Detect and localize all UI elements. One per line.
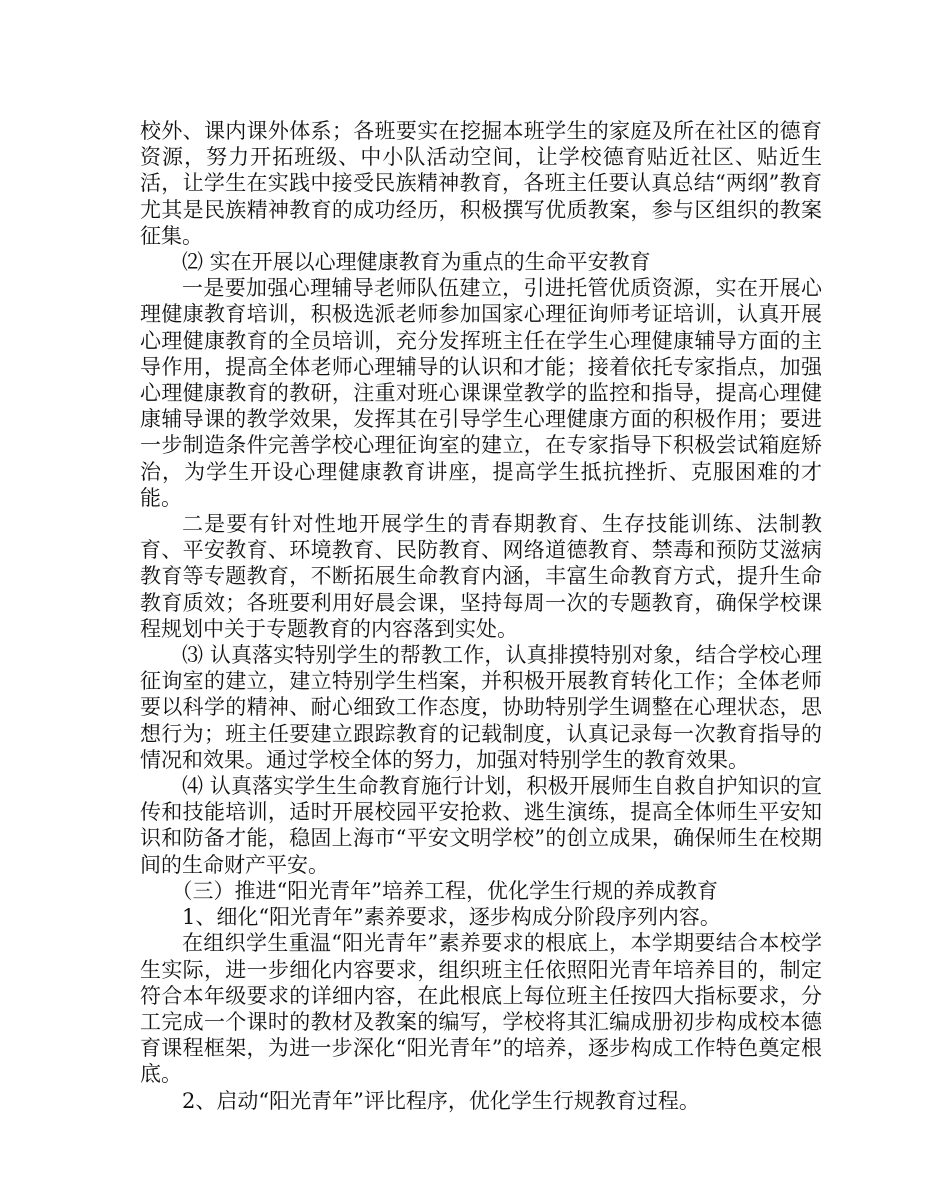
document-body	[140, 118, 822, 1114]
section-heading-sunshine-youth: （三）推进“阳光青年”培养工程，优化学生行规的养成教育	[171, 878, 718, 903]
subheading-refine-requirements: 1、细化“阳光青年”素养要求，逐步构成分阶段序列内容。	[182, 905, 721, 930]
paragraph-counseling-team: 一是要加强心理辅导老师队伍建立，引进托管优质资源，实在开展心理健康教育培训，积极选派老师参加国家心理征询师考证培训，认真开展心理健康教育的全员培训，充分发挥班主任在学生心理健康辅导方面的主导作用，提高全体老师心理辅导的认识和才能；接着依托专家指点，加强心理健康教育的教研，注重对班心课课堂教学的监控和指导，提高心理健康辅导课的教学效果，发挥其在引导学生心理健康方面的积极作用；要进一步制造条件完善学校心理征询室的建立，在专家指导下积极尝试箱庭矫治，为学生开设心理健康教育讲座，提高学生抵抗挫折、克服困难的才能。	[140, 276, 822, 510]
paragraph-continued: 校外、课内课外体系；各班要实在挖掘本班学生的家庭及所在社区的德育资源，努力开拓班级、中小队活动空间，让学校德育贴近社区、贴近生活，让学生在实践中接受民族精神教育，各班主任要认真总结“两纲”教育尤其是民族精神教育的成功经历，积极撰写优质教案，参与区组织的教案征集。	[140, 119, 822, 248]
paragraph-life-education-plan: ⑷ 认真落实学生生命教育施行计划，积极开展师生自救自护知识的宣传和技能培训，适时开展校园平安抢救、逃生演练，提高全体师生平安知识和防备才能，稳固上海市“平安文明学校”的创立成果，确保师生在校期间的生命财产平安。	[140, 774, 822, 877]
paragraph-topic-education: 二是要有针对性地开展学生的青春期教育、生存技能训练、法制教育、平安教育、环境教育、民防教育、网络道德教育、禁毒和预防艾滋病教育等专题教育，不断拓展生命教育内涵，丰富生命教育方式，提升生命教育质效；各班要利用好晨会课，坚持每周一次的专题教育，确保学校课程规划中关于专题教育的内容落到实处。	[140, 512, 822, 641]
subheading-evaluation-process: 2、启动“阳光青年”评比程序，优化学生行规教育过程。	[182, 1088, 700, 1113]
subheading-life-safety-education: ⑵ 实在开展以心理健康教育为重点的生命平安教育	[182, 250, 651, 275]
paragraph-curriculum-framework: 在组织学生重温“阳光青年”素养要求的根底上，本学期要结合本校学生实际，进一步细化内容要求，组织班主任依照阳光青年培养目的，制定符合本年级要求的详细内容，在此根底上每位班主任按四大指标要求，分工完成一个课时的教材及教案的编写，学校将其汇编成册初步构成校本德育课程框架，为进一步深化“阳光青年”的培养，逐步构成工作特色奠定根底。	[140, 931, 822, 1087]
paragraph-special-students: ⑶ 认真落实特别学生的帮教工作，认真排摸特别对象，结合学校心理征询室的建立，建立特别学生档案，并积极开展教育转化工作；全体老师要以科学的精神、耐心细致工作态度，协助特别学生调整在心理状态，思想行为；班主任要建立跟踪教育的记载制度，认真记录每一次教育指导的情况和效果。通过学校全体的努力，加强对特别学生的教育效果。	[140, 643, 822, 772]
